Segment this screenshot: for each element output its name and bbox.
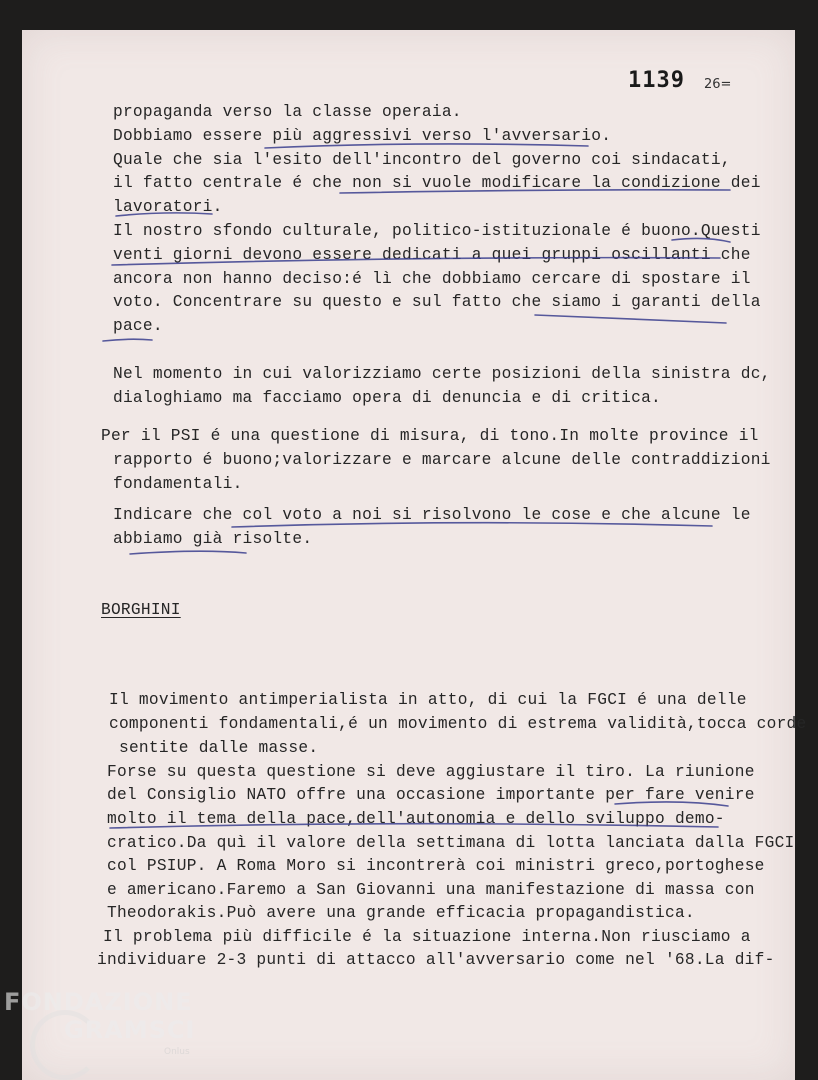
text-line: del Consiglio NATO offre una occasione importante per fare venire — [107, 786, 755, 804]
text-line: rapporto é buono;valorizzare e marcare alcune delle contraddizioni — [113, 451, 771, 469]
text-line: Nel momento in cui valorizziamo certe posizioni della sinistra dc, — [113, 365, 771, 383]
text-line: e americano.Faremo a San Giovanni una manifestazione di massa con — [107, 881, 755, 899]
text-line: molto il tema della pace,dell'autonomia e dello sviluppo demo- — [107, 810, 725, 828]
text-line: Per il PSI é una questione di misura, di tono.In molte province il — [101, 427, 759, 445]
text-line: Dobbiamo essere più aggressivi verso l'avversario. — [113, 127, 612, 145]
page-number: 1139 — [628, 68, 685, 93]
watermark — [4, 990, 195, 1057]
text-line: Theodorakis.Può avere una grande efficacia propagandistica. — [107, 904, 695, 922]
text-line: col PSIUP. A Roma Moro si incontrerà coi ministri greco,portoghese — [107, 857, 765, 875]
handwritten-page-mark: 26= — [704, 77, 732, 92]
text-line: propaganda verso la classe operaia. — [113, 103, 462, 121]
text-line: Forse su questa questione si deve aggiustare il tiro. La riunione — [107, 763, 755, 781]
text-line: ancora non hanno deciso:é lì che dobbiamo cercare di spostare il — [113, 270, 751, 288]
text-line: Indicare che col voto a noi si risolvono le cose e che alcune le — [113, 506, 751, 524]
text-line: Il movimento antimperialista in atto, di cui la FGCI é una delle — [109, 691, 747, 709]
watermark-line-2: GRAMSCI — [64, 1016, 196, 1044]
text-line: fondamentali. — [113, 475, 243, 493]
text-line: voto. Concentrare su questo e sul fatto che siamo i garanti della — [113, 293, 761, 311]
text-line: componenti fondamentali,é un movimento di estrema validità,tocca corde — [109, 715, 807, 733]
text-line: Il problema più difficile é la situazione interna.Non riusciamo a — [103, 928, 751, 946]
text-line: cratico.Da quì il valore della settimana di lotta lanciata dalla FGCI — [107, 834, 795, 852]
text-line: pace. — [113, 317, 163, 335]
text-line: lavoratori. — [113, 198, 223, 216]
watermark-line-1: FONDAZIONE — [4, 988, 193, 1016]
text-line: Il nostro sfondo culturale, politico-istituzionale é buono.Questi — [113, 222, 761, 240]
text-line: venti giorni devono essere dedicati a quei gruppi oscillanti che — [113, 246, 751, 264]
text-line: il fatto centrale é che non si vuole modificare la condizione dei — [113, 174, 761, 192]
text-line: abbiamo già risolte. — [113, 530, 313, 548]
text-line: Quale che sia l'esito dell'incontro del governo coi sindacati, — [113, 151, 731, 169]
text-line: individuare 2-3 punti di attacco all'avversario come nel '68.La dif- — [97, 951, 775, 969]
text-line: dialoghiamo ma facciamo opera di denuncia e di critica. — [113, 389, 662, 407]
speaker-heading: BORGHINI — [101, 601, 181, 619]
watermark-line-3: Onlus — [164, 1047, 190, 1057]
text-line: sentite dalle masse. — [119, 739, 319, 757]
